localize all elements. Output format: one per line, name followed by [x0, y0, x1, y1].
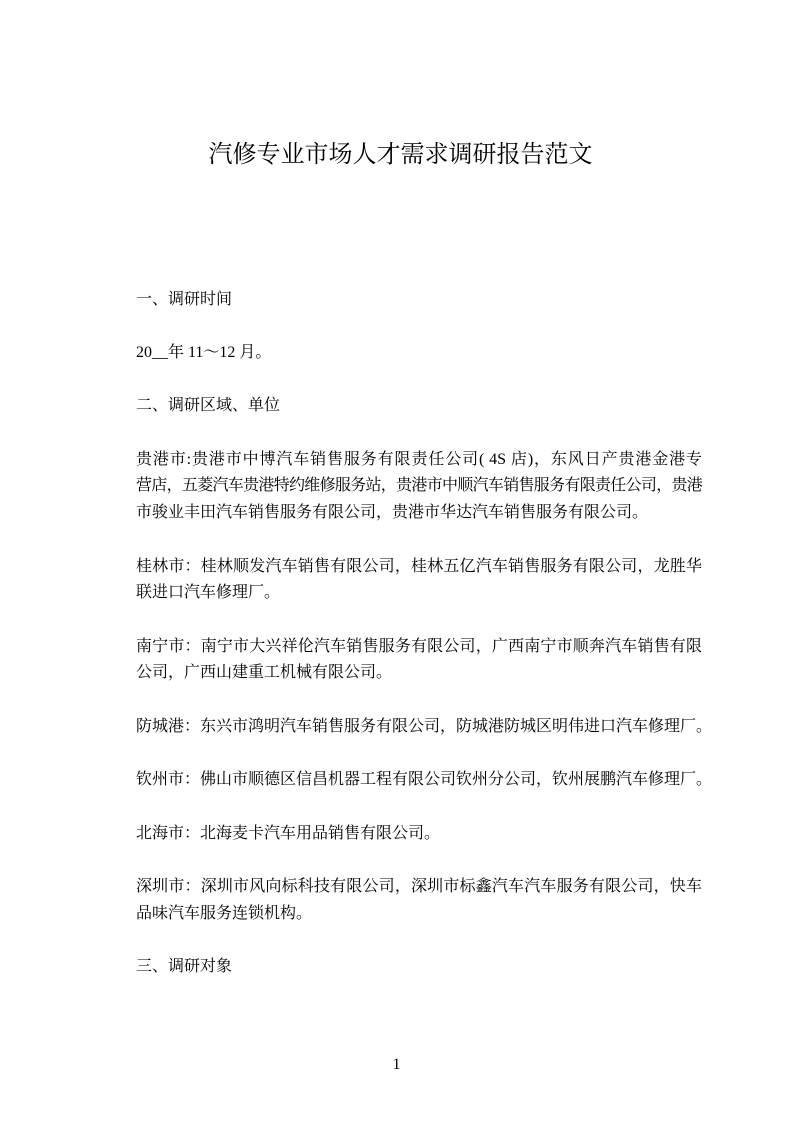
section-heading-survey-subjects: 三、调研对象	[136, 958, 233, 976]
paragraph-guilin	[136, 554, 702, 607]
paragraph-line: 市骏业丰田汽车销售服务有限公司，贵港市华达汽车销售服务有限公司。	[136, 504, 649, 522]
paragraph-line: 南宁市：南宁市大兴祥伦汽车销售服务有限公司，广西南宁市顺奔汽车销售有限	[136, 637, 702, 655]
paragraph-line: 联进口汽车修理厂。	[136, 584, 281, 602]
paragraph-line: 营店，五菱汽车贵港特约维修服务站，贵港市中顺汽车销售服务有限责任公司，贵港	[136, 477, 702, 495]
paragraph-line: 防城港：东兴市鸿明汽车销售服务有限公司，防城港防城区明伟进口汽车修理厂。	[136, 717, 713, 735]
paragraph-line: 品味汽车服务连锁机构。	[136, 904, 313, 922]
paragraph-shenzhen	[136, 874, 702, 927]
paragraph-guigang	[136, 447, 702, 527]
paragraph-survey-time	[136, 340, 702, 367]
document-body	[136, 287, 713, 1008]
section-heading-survey-region: 二、调研区域、单位	[136, 397, 281, 415]
page-number: 1	[392, 1056, 401, 1073]
paragraph-line: 钦州市：佛山市顺德区信昌机器工程有限公司钦州分公司，钦州展鹏汽车修理厂。	[136, 771, 713, 789]
paragraph-line: 桂林市：桂林顺发汽车销售有限公司，桂林五亿汽车销售服务有限公司，龙胜华	[136, 557, 702, 575]
paragraph-beihai	[136, 821, 702, 848]
paragraph-line: 公司，广西山建重工机械有限公司。	[136, 664, 393, 682]
paragraph-qinzhou	[136, 767, 713, 794]
paragraph-line: 20__年 11～12 月。	[136, 343, 272, 361]
paragraph-line: 贵港市:贵港市中博汽车销售服务有限责任公司( 4S 店)，东风日产贵港金港专	[136, 450, 702, 468]
paragraph-fangchenggang	[136, 714, 713, 741]
paragraph-nanning	[136, 634, 702, 687]
section-heading-survey-time: 一、调研时间	[136, 290, 233, 308]
paragraph-line: 北海市：北海麦卡汽车用品销售有限公司。	[136, 824, 441, 842]
paragraph-line: 深圳市：深圳市风向标科技有限公司，深圳市标鑫汽车汽车服务有限公司，快车	[136, 877, 702, 895]
document-title: 汽修专业市场人才需求调研报告范文	[208, 142, 593, 168]
